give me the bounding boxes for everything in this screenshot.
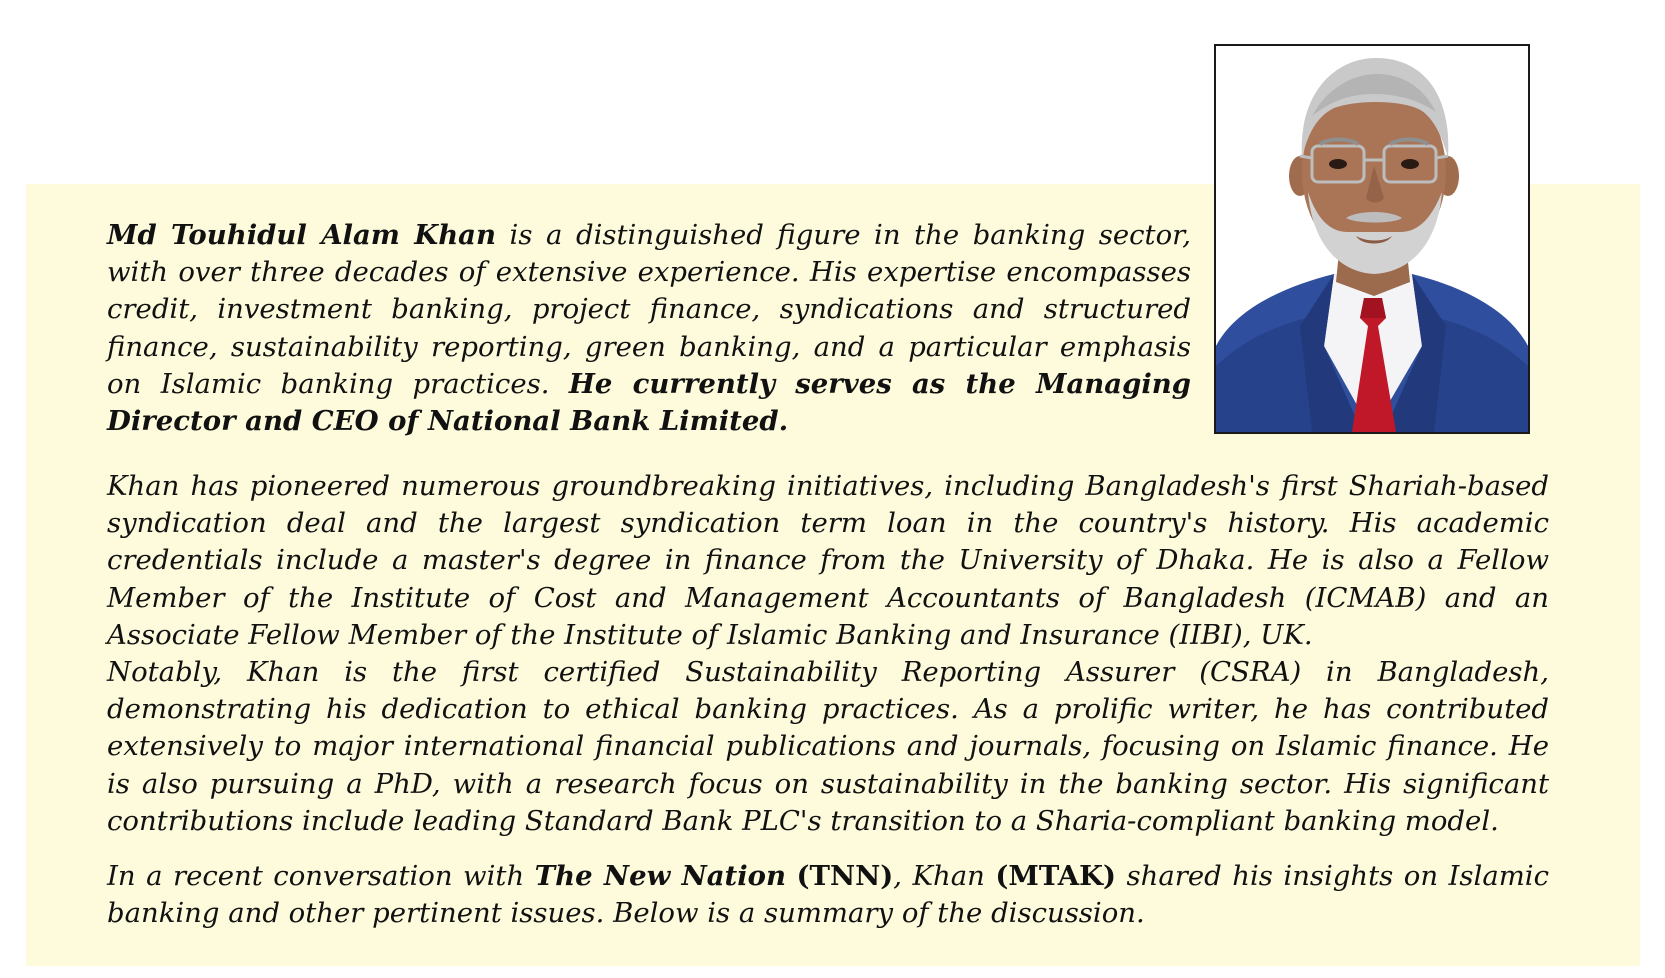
interview-mid: , Khan [893,860,996,892]
publication-abbreviation: (TNN) [796,860,894,892]
interview-prefix: In a recent conversation with [107,860,535,892]
sustainability-paragraph: Notably, Khan is the first certified Sustainability Reporting Assurer (CSRA) in Bangladesh, demonstrating his dedication to ethical banking practices. As a prolific writer, he has contributed extensively to major international financial publications and journals, focusing on Islamic finance. He is also pursuing a PhD, with a research focus on sustainability in the banking sector. His significant contributions include leading Standard Bank PLC's transition to a Sharia-compliant banking model. [107,656,1549,837]
intro-text: is a distinguished figure in the banking sector, with over three decades of extensive experience. His expertise encompasses credit, investment banking, project finance, syndications and structured finance, sustainability reporting, green banking, and a particular emphasis on Islamic banking practices. [107,219,1191,400]
current-role: He currently serves as the Managing Director and CEO of National Bank Limited. [107,367,1191,438]
interview-suffix: shared his insights on Islamic banking and other pertinent issues. Below is a summary of the discussion. [107,860,1549,930]
subject-name: Md Touhidul Alam Khan [107,219,496,251]
portrait-photo [1214,44,1530,434]
subject-abbreviation: (MTAK) [995,860,1117,892]
portrait-illustration [1216,46,1528,432]
interview-intro-paragraph [107,858,1549,932]
bio-intro-paragraph [107,217,1191,440]
achievements-section [107,468,1549,840]
achievements-paragraph: Khan has pioneered numerous groundbreaking initiatives, including Bangladesh's first Shariah-based syndication deal and the largest syndication term loan in the country's history. His academic credentials include a master's degree in finance from the University of Dhaka. He is also a Fellow Member of the Institute of Cost and Management Accountants of Bangladesh (ICMAB) and an Associate Fellow Member of the Institute of Islamic Banking and Insurance (IIBI), UK. [107,470,1549,651]
publication-name: The New Nation [534,860,787,892]
